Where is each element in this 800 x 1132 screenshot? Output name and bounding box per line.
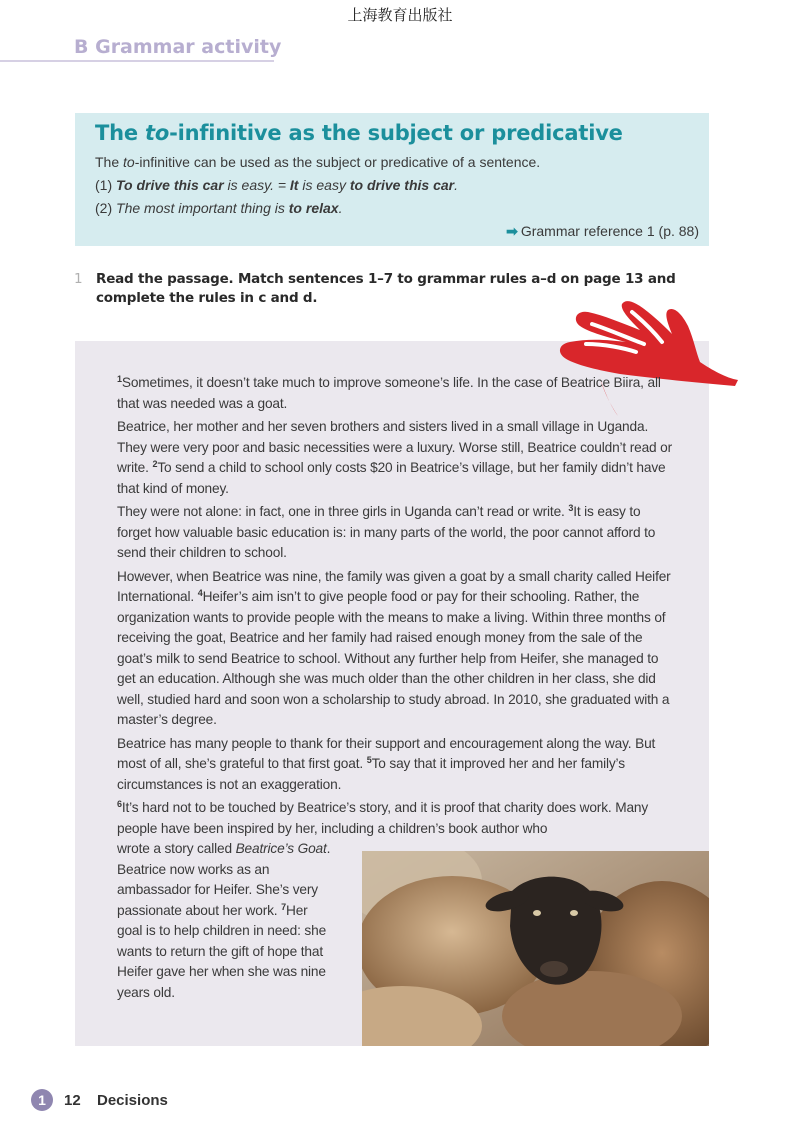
publisher-name: 上海教育出版社 [347,6,453,24]
passage-paragraph-4: However, when Beatrice was nine, the family was given a goat by a small charity called Heifer International. $^4$Heifer’s aim isn’t to give people food or pay for their schooling. Rather, the organization wants to provide people with the means to make a living. Within three months of receiving the goat, Beatrice and her family had raised enough money from the sale of the goat’s milk to send Beatrice to school. Without any further help from Heifer, she managed to get an education. Although she was much older than the other children in her class, she did well, studied hard and soon won a scholarship to study abroad. In 2010, she graduated with a master’s degree. [117,568,671,727]
grammar-reference-link[interactable]: ➡ Grammar reference 1 (p. 88) [506,223,699,239]
grammar-box [75,113,709,246]
task-text: Read the passage. Match sentences 1–7 to grammar rules a–d on page 13 and complete the rules in c and d. [96,271,676,306]
section-title: B Grammar activity [74,36,282,58]
section-divider [0,60,274,62]
grammar-example-2: (2) The most important thing is to relax. [95,200,343,216]
sheep-photo [362,851,709,1046]
passage-paragraph-7: wrote a story called Beatrice’s Goat. Beatrice now works as an ambassador for Heifer. She’s very passionate about her work. $^7$Her goal is to help children in need: she wants to return the gift of hope that Heifer gave her when she was nine years old. [117,841,331,1000]
grammar-title: The to-infinitive as the subject or predicative [95,121,623,145]
passage-paragraph-5: Beatrice has many people to thank for their support and encouragement along the way. But most of all, she’s grateful to that first goat. $^5$To say that it improved her and her family’s circumstances is not an exaggeration. [117,735,656,792]
arrow-right-icon: ➡ [506,223,518,239]
passage-paragraph-1: $^1$Sometimes, it doesn’t take much to improve someone’s life. In the case of Beatrice Biira, all that was needed was a goat. [117,374,661,411]
passage-paragraph-2: Beatrice, her mother and her seven brothers and sisters lived in a small village in Uganda. They were very poor and basic necessities were a luxury. Worse still, Beatrice couldn’t read or write. $^2$To send a child to school only costs $20 in Beatrice’s village, but her family didn’t have that kind of money. [117,419,673,496]
grammar-intro: The to-infinitive can be used as the subject or predicative of a sentence. [95,154,541,170]
unit-title: Decisions [97,1092,168,1109]
unit-number-badge: 1 [31,1089,53,1111]
passage-paragraph-3: They were not alone: in fact, one in three girls in Uganda can’t read or write. $^3$It is easy to forget how valuable basic education is: in many parts of the world, the poor cannot afford to send their children to school. [117,503,656,560]
task-number: 1 [74,271,83,287]
passage-paragraph-6: $^6$It’s hard not to be touched by Beatrice’s story, and it is proof that charity does work. Many people have been inspired by her, including a children’s book author who [117,799,649,836]
grammar-example-1: (1) To drive this car is easy. = It is easy to drive this car. [95,177,458,193]
page-number: 12 [64,1092,81,1109]
